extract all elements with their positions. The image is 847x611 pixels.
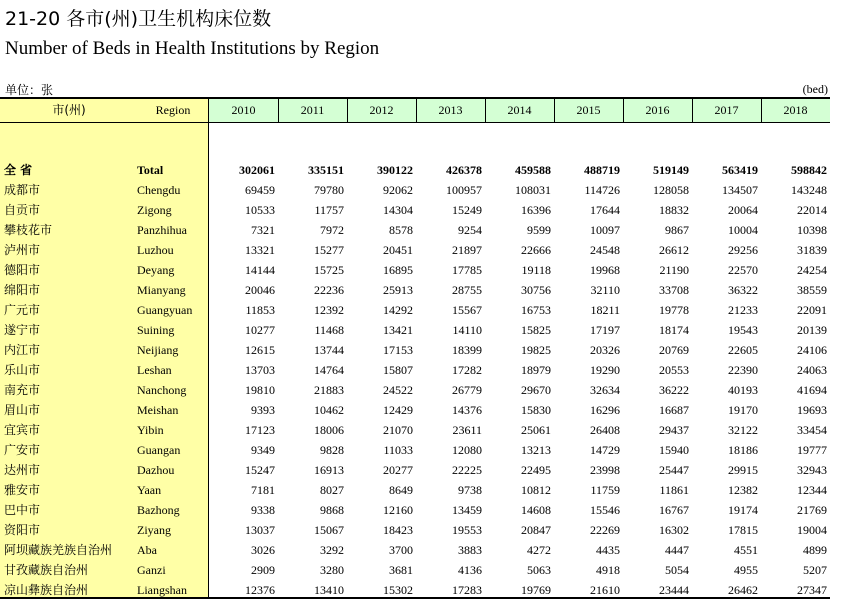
header-year-2018: 2018 xyxy=(783,103,808,117)
cell-value-2013: 14110 xyxy=(452,323,482,337)
cell-value-2016: 128058 xyxy=(653,183,689,197)
cell-value-2018: 5207 xyxy=(803,563,827,577)
cell-value-2017: 22570 xyxy=(728,263,758,277)
cell-value-2018: 22014 xyxy=(797,203,827,217)
cell-value-2012: 3681 xyxy=(389,563,413,577)
cell-value-2011: 15067 xyxy=(314,523,344,537)
unit-label-chinese: 单位：张 xyxy=(5,83,54,97)
cell-value-2013: 13459 xyxy=(452,503,482,517)
cell-value-2014: 108031 xyxy=(515,183,551,197)
cell-value-2010: 14144 xyxy=(245,263,275,277)
region-name-chinese: 眉山市 xyxy=(4,403,41,417)
cell-value-2017: 10004 xyxy=(728,223,758,237)
table-row xyxy=(0,480,830,500)
cell-value-2016: 29437 xyxy=(659,423,689,437)
region-name-chinese: 绵阳市 xyxy=(4,283,41,297)
cell-value-2014: 16753 xyxy=(521,303,551,317)
cell-value-2013: 28755 xyxy=(452,283,482,297)
cell-value-2014: 19769 xyxy=(521,583,551,597)
cell-value-2013: 15249 xyxy=(452,203,482,217)
cell-value-2015: 24548 xyxy=(590,243,620,257)
cell-value-2012: 15807 xyxy=(383,363,413,377)
cell-value-2013: 15567 xyxy=(452,303,482,317)
table-row xyxy=(0,500,830,520)
cell-value-2010: 3026 xyxy=(251,543,275,557)
cell-value-2012: 15302 xyxy=(383,583,413,597)
cell-value-2015: 19290 xyxy=(590,363,620,377)
cell-value-2018: 19693 xyxy=(797,403,827,417)
cell-value-2016: 5054 xyxy=(665,563,689,577)
region-name-english: Bazhong xyxy=(137,503,180,517)
cell-value-2014: 15825 xyxy=(521,323,551,337)
region-name-chinese: 宜宾市 xyxy=(4,423,41,437)
cell-value-2012: 17153 xyxy=(383,343,413,357)
cell-value-2010: 15247 xyxy=(245,463,275,477)
cell-value-2017: 29915 xyxy=(728,463,758,477)
cell-value-2013: 14376 xyxy=(452,403,482,417)
table-title-chinese: 21-20 各市(州)卫生机构床位数 xyxy=(5,8,272,30)
cell-value-2016: 20553 xyxy=(659,363,689,377)
header-bottom-rule xyxy=(0,122,830,123)
cell-value-2011: 8027 xyxy=(320,483,344,497)
region-name-chinese: 自贡市 xyxy=(4,203,41,217)
cell-value-2014: 29670 xyxy=(521,383,551,397)
cell-value-2011: 21883 xyxy=(314,383,344,397)
region-name-english: Suining xyxy=(137,323,175,337)
header-year-2016: 2016 xyxy=(645,103,670,117)
cell-value-2014: 13213 xyxy=(521,443,551,457)
cell-value-2014: 18979 xyxy=(521,363,551,377)
table-row xyxy=(0,580,830,600)
cell-value-2016: 33708 xyxy=(659,283,689,297)
cell-value-2013: 19553 xyxy=(452,523,482,537)
region-name-english: Luzhou xyxy=(137,243,174,257)
cell-value-2016: 15940 xyxy=(659,443,689,457)
cell-value-2010: 69459 xyxy=(245,183,275,197)
cell-value-2015: 10097 xyxy=(590,223,620,237)
cell-value-2016: 21190 xyxy=(659,263,689,277)
table-row xyxy=(0,260,830,280)
cell-value-2012: 390122 xyxy=(377,163,413,177)
cell-value-2010: 7321 xyxy=(251,223,275,237)
cell-value-2011: 9868 xyxy=(320,503,344,517)
data-table xyxy=(0,97,830,599)
cell-value-2016: 18174 xyxy=(659,323,689,337)
cell-value-2011: 12392 xyxy=(314,303,344,317)
region-name-english: Chengdu xyxy=(137,183,181,197)
cell-value-2012: 25913 xyxy=(383,283,413,297)
header-year-2010: 2010 xyxy=(231,103,256,117)
cell-value-2015: 22269 xyxy=(590,523,620,537)
cell-value-2012: 14292 xyxy=(383,303,413,317)
cell-value-2015: 32110 xyxy=(590,283,620,297)
cell-value-2018: 32943 xyxy=(797,463,827,477)
cell-value-2014: 22666 xyxy=(521,243,551,257)
cell-value-2010: 13321 xyxy=(245,243,275,257)
cell-value-2011: 15277 xyxy=(314,243,344,257)
cell-value-2018: 598842 xyxy=(791,163,827,177)
cell-value-2011: 3280 xyxy=(320,563,344,577)
cell-value-2010: 11853 xyxy=(245,303,275,317)
cell-value-2014: 4272 xyxy=(527,543,551,557)
table-row xyxy=(0,340,830,360)
table-row xyxy=(0,560,830,580)
region-name-english: Mianyang xyxy=(137,283,186,297)
header-column-divider xyxy=(623,99,624,122)
cell-value-2013: 17283 xyxy=(452,583,482,597)
region-name-chinese: 巴中市 xyxy=(4,503,41,517)
table-row xyxy=(0,380,830,400)
cell-value-2016: 23444 xyxy=(659,583,689,597)
cell-value-2010: 13037 xyxy=(245,523,275,537)
cell-value-2013: 100957 xyxy=(446,183,482,197)
cell-value-2010: 9338 xyxy=(251,503,275,517)
cell-value-2017: 563419 xyxy=(722,163,758,177)
table-row xyxy=(0,180,830,200)
region-name-english: Aba xyxy=(137,543,157,557)
cell-value-2011: 16913 xyxy=(314,463,344,477)
cell-value-2014: 30756 xyxy=(521,283,551,297)
cell-value-2010: 10277 xyxy=(245,323,275,337)
cell-value-2012: 12160 xyxy=(383,503,413,517)
cell-value-2018: 4899 xyxy=(803,543,827,557)
cell-value-2015: 23998 xyxy=(590,463,620,477)
cell-value-2012: 16895 xyxy=(383,263,413,277)
cell-value-2018: 12344 xyxy=(797,483,827,497)
region-name-chinese: 阿坝藏族羌族自治州 xyxy=(4,543,113,557)
cell-value-2015: 15546 xyxy=(590,503,620,517)
region-name-chinese: 凉山彝族自治州 xyxy=(4,583,89,597)
cell-value-2018: 41694 xyxy=(797,383,827,397)
region-name-chinese: 内江市 xyxy=(4,343,41,357)
region-name-chinese: 乐山市 xyxy=(4,363,41,377)
cell-value-2011: 18006 xyxy=(314,423,344,437)
cell-value-2015: 19968 xyxy=(590,263,620,277)
cell-value-2012: 11033 xyxy=(383,443,413,457)
region-name-english: Liangshan xyxy=(137,583,187,597)
cell-value-2018: 20139 xyxy=(797,323,827,337)
cell-value-2013: 17282 xyxy=(452,363,482,377)
cell-value-2016: 18832 xyxy=(659,203,689,217)
header-year-2017: 2017 xyxy=(714,103,739,117)
region-name-english: Leshan xyxy=(137,363,172,377)
table-row xyxy=(0,520,830,540)
cell-value-2016: 16687 xyxy=(659,403,689,417)
region-name-chinese: 南充市 xyxy=(4,383,41,397)
cell-value-2015: 488719 xyxy=(584,163,620,177)
cell-value-2014: 10812 xyxy=(521,483,551,497)
cell-value-2011: 11468 xyxy=(314,323,344,337)
cell-value-2013: 9738 xyxy=(458,483,482,497)
cell-value-2013: 3883 xyxy=(458,543,482,557)
header-year-2014: 2014 xyxy=(507,103,532,117)
table-row xyxy=(0,300,830,320)
region-name-english: Guangan xyxy=(137,443,181,457)
cell-value-2012: 8578 xyxy=(389,223,413,237)
cell-value-2010: 12376 xyxy=(245,583,275,597)
cell-value-2014: 22495 xyxy=(521,463,551,477)
cell-value-2011: 79780 xyxy=(314,183,344,197)
table-row xyxy=(0,240,830,260)
header-column-divider xyxy=(554,99,555,122)
cell-value-2012: 20277 xyxy=(383,463,413,477)
table-row xyxy=(0,320,830,340)
cell-value-2012: 18423 xyxy=(383,523,413,537)
cell-value-2017: 19170 xyxy=(728,403,758,417)
cell-value-2018: 38559 xyxy=(797,283,827,297)
region-name-english: Ganzi xyxy=(137,563,166,577)
cell-value-2011: 13744 xyxy=(314,343,344,357)
cell-value-2011: 22236 xyxy=(314,283,344,297)
cell-value-2010: 302061 xyxy=(239,163,275,177)
cell-value-2012: 8649 xyxy=(389,483,413,497)
region-name-chinese: 甘孜藏族自治州 xyxy=(4,563,89,577)
cell-value-2015: 114726 xyxy=(584,183,620,197)
cell-value-2017: 40193 xyxy=(728,383,758,397)
cell-value-2014: 15830 xyxy=(521,403,551,417)
region-name-chinese: 德阳市 xyxy=(4,263,41,277)
cell-value-2014: 19118 xyxy=(521,263,551,277)
cell-value-2015: 20326 xyxy=(590,343,620,357)
cell-value-2018: 24063 xyxy=(797,363,827,377)
header-year-2011: 2011 xyxy=(300,103,325,117)
cell-value-2017: 19543 xyxy=(728,323,758,337)
region-name-english: Ziyang xyxy=(137,523,171,537)
cell-value-2017: 134507 xyxy=(722,183,758,197)
table-row xyxy=(0,440,830,460)
region-name-chinese: 全 省 xyxy=(4,163,33,177)
cell-value-2015: 16296 xyxy=(590,403,620,417)
region-name-english: Deyang xyxy=(137,263,175,277)
cell-value-2013: 18399 xyxy=(452,343,482,357)
cell-value-2010: 10533 xyxy=(245,203,275,217)
cell-value-2012: 21070 xyxy=(383,423,413,437)
cell-value-2018: 31839 xyxy=(797,243,827,257)
region-name-chinese: 广安市 xyxy=(4,443,41,457)
cell-value-2016: 9867 xyxy=(665,223,689,237)
cell-value-2011: 13410 xyxy=(314,583,344,597)
header-column-divider xyxy=(485,99,486,122)
cell-value-2014: 16396 xyxy=(521,203,551,217)
cell-value-2010: 12615 xyxy=(245,343,275,357)
cell-value-2014: 9599 xyxy=(527,223,551,237)
table-title-english: Number of Beds in Health Institutions by Region xyxy=(5,38,380,59)
region-name-english: Dazhou xyxy=(137,463,175,477)
cell-value-2010: 9393 xyxy=(251,403,275,417)
header-column-divider xyxy=(278,99,279,122)
cell-value-2015: 32634 xyxy=(590,383,620,397)
cell-value-2013: 17785 xyxy=(452,263,482,277)
region-name-chinese: 达州市 xyxy=(4,463,41,477)
cell-value-2012: 3700 xyxy=(389,543,413,557)
region-name-chinese: 雅安市 xyxy=(4,483,41,497)
cell-value-2011: 10462 xyxy=(314,403,344,417)
cell-value-2017: 19174 xyxy=(728,503,758,517)
cell-value-2016: 25447 xyxy=(659,463,689,477)
cell-value-2013: 21897 xyxy=(452,243,482,257)
cell-value-2016: 519149 xyxy=(653,163,689,177)
cell-value-2010: 2909 xyxy=(251,563,275,577)
cell-value-2013: 26779 xyxy=(452,383,482,397)
cell-value-2012: 92062 xyxy=(383,183,413,197)
cell-value-2018: 27347 xyxy=(797,583,827,597)
cell-value-2017: 22390 xyxy=(728,363,758,377)
unit-label-english: (bed) xyxy=(802,82,828,96)
cell-value-2013: 23611 xyxy=(452,423,482,437)
cell-value-2018: 143248 xyxy=(791,183,827,197)
header-column-divider xyxy=(416,99,417,122)
header-column-divider xyxy=(761,99,762,122)
header-year-2012: 2012 xyxy=(369,103,394,117)
cell-value-2017: 26462 xyxy=(728,583,758,597)
cell-value-2011: 15725 xyxy=(314,263,344,277)
region-name-english: Yaan xyxy=(137,483,162,497)
cell-value-2015: 11759 xyxy=(590,483,620,497)
cell-value-2016: 26612 xyxy=(659,243,689,257)
region-name-chinese: 成都市 xyxy=(4,183,41,197)
cell-value-2012: 12429 xyxy=(383,403,413,417)
table-row xyxy=(0,540,830,560)
cell-value-2010: 17123 xyxy=(245,423,275,437)
header-year-2015: 2015 xyxy=(576,103,601,117)
table-row xyxy=(0,200,830,220)
cell-value-2010: 9349 xyxy=(251,443,275,457)
cell-value-2017: 18186 xyxy=(728,443,758,457)
cell-value-2016: 19778 xyxy=(659,303,689,317)
table-row xyxy=(0,460,830,480)
table-row xyxy=(0,420,830,440)
cell-value-2017: 12382 xyxy=(728,483,758,497)
cell-value-2012: 14304 xyxy=(383,203,413,217)
cell-value-2013: 22225 xyxy=(452,463,482,477)
cell-value-2012: 20451 xyxy=(383,243,413,257)
cell-value-2011: 11757 xyxy=(314,203,344,217)
cell-value-2010: 20046 xyxy=(245,283,275,297)
header-year-2013: 2013 xyxy=(438,103,463,117)
cell-value-2017: 36322 xyxy=(728,283,758,297)
region-name-english: Neijiang xyxy=(137,343,179,357)
region-name-chinese: 攀枝花市 xyxy=(4,223,53,237)
cell-value-2017: 22605 xyxy=(728,343,758,357)
cell-value-2010: 13703 xyxy=(245,363,275,377)
cell-value-2018: 19777 xyxy=(797,443,827,457)
cell-value-2016: 4447 xyxy=(665,543,689,557)
table-row xyxy=(0,360,830,380)
region-name-english: Zigong xyxy=(137,203,172,217)
cell-value-2013: 12080 xyxy=(452,443,482,457)
cell-value-2017: 4955 xyxy=(734,563,758,577)
cell-value-2016: 36222 xyxy=(659,383,689,397)
region-name-english: Panzhihua xyxy=(137,223,187,237)
cell-value-2014: 19825 xyxy=(521,343,551,357)
cell-value-2014: 14608 xyxy=(521,503,551,517)
table-row xyxy=(0,400,830,420)
cell-value-2018: 24254 xyxy=(797,263,827,277)
header-region-chinese: 市(州) xyxy=(52,103,86,117)
cell-value-2017: 4551 xyxy=(734,543,758,557)
cell-value-2015: 4918 xyxy=(596,563,620,577)
cell-value-2017: 21233 xyxy=(728,303,758,317)
cell-value-2011: 3292 xyxy=(320,543,344,557)
cell-value-2014: 20847 xyxy=(521,523,551,537)
cell-value-2017: 29256 xyxy=(728,243,758,257)
cell-value-2012: 13421 xyxy=(383,323,413,337)
table-row xyxy=(0,280,830,300)
cell-value-2015: 18211 xyxy=(590,303,620,317)
cell-value-2011: 14764 xyxy=(314,363,344,377)
table-row xyxy=(0,220,830,240)
cell-value-2017: 17815 xyxy=(728,523,758,537)
cell-value-2010: 7181 xyxy=(251,483,275,497)
cell-value-2011: 335151 xyxy=(308,163,344,177)
region-name-english: Yibin xyxy=(137,423,164,437)
cell-value-2018: 22091 xyxy=(797,303,827,317)
cell-value-2016: 11861 xyxy=(659,483,689,497)
cell-value-2013: 4136 xyxy=(458,563,482,577)
region-name-english: Nanchong xyxy=(137,383,187,397)
cell-value-2018: 19004 xyxy=(797,523,827,537)
header-column-divider xyxy=(692,99,693,122)
region-name-english: Guangyuan xyxy=(137,303,193,317)
cell-value-2016: 16302 xyxy=(659,523,689,537)
cell-value-2013: 426378 xyxy=(446,163,482,177)
cell-value-2011: 7972 xyxy=(320,223,344,237)
region-name-chinese: 遂宁市 xyxy=(4,323,41,337)
header-region-english: Region xyxy=(155,103,191,117)
cell-value-2017: 32122 xyxy=(728,423,758,437)
cell-value-2018: 24106 xyxy=(797,343,827,357)
cell-value-2014: 459588 xyxy=(515,163,551,177)
cell-value-2016: 16767 xyxy=(659,503,689,517)
region-name-chinese: 广元市 xyxy=(4,303,41,317)
region-name-chinese: 泸州市 xyxy=(4,243,41,257)
cell-value-2018: 21769 xyxy=(797,503,827,517)
cell-value-2015: 26408 xyxy=(590,423,620,437)
cell-value-2015: 21610 xyxy=(590,583,620,597)
cell-value-2011: 9828 xyxy=(320,443,344,457)
region-name-english: Meishan xyxy=(137,403,179,417)
region-name-english: Total xyxy=(137,163,164,177)
cell-value-2018: 33454 xyxy=(797,423,827,437)
cell-value-2014: 25061 xyxy=(521,423,551,437)
cell-value-2010: 19810 xyxy=(245,383,275,397)
cell-value-2015: 4435 xyxy=(596,543,620,557)
cell-value-2015: 14729 xyxy=(590,443,620,457)
cell-value-2016: 20769 xyxy=(659,343,689,357)
cell-value-2018: 10398 xyxy=(797,223,827,237)
table-row xyxy=(0,160,830,180)
cell-value-2015: 17197 xyxy=(590,323,620,337)
header-column-divider xyxy=(347,99,348,122)
cell-value-2013: 9254 xyxy=(458,223,482,237)
region-name-chinese: 资阳市 xyxy=(4,523,41,537)
cell-value-2014: 5063 xyxy=(527,563,551,577)
cell-value-2015: 17644 xyxy=(590,203,620,217)
cell-value-2017: 20064 xyxy=(728,203,758,217)
cell-value-2012: 24522 xyxy=(383,383,413,397)
